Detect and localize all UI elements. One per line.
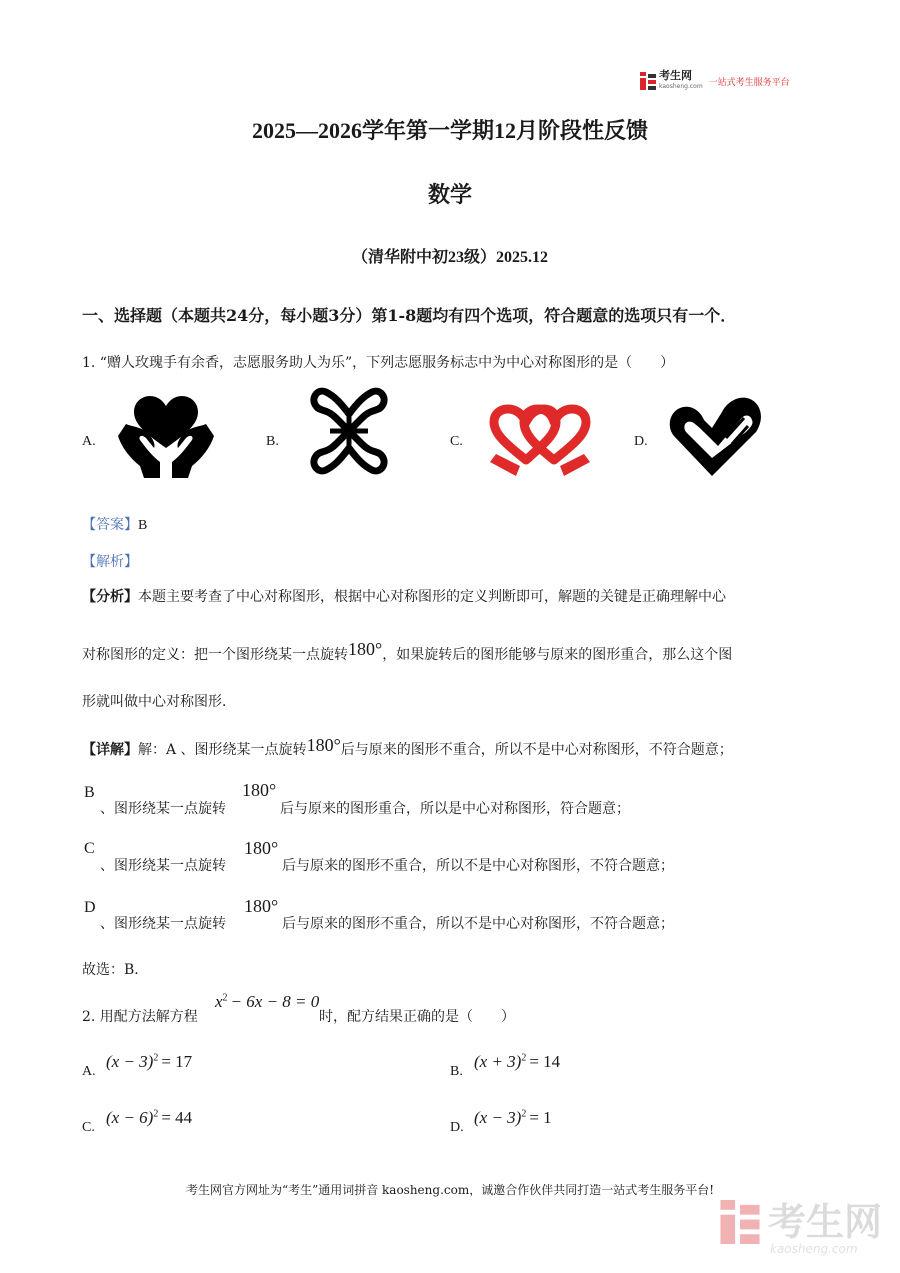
xj-d-deg: 180° bbox=[244, 896, 279, 916]
q2-label-b: B. bbox=[450, 1064, 463, 1079]
answer-tag: 【答案】 bbox=[82, 517, 138, 533]
logo-slogan: 一站式考生服务平台 bbox=[708, 77, 790, 88]
q2-equation bbox=[215, 992, 319, 1012]
eq-sq: 2 bbox=[222, 992, 228, 1004]
xj-d-text-2: 后与原来的图形不重合，所以不是中心对称图形，不符合题意； bbox=[282, 916, 674, 932]
q2-label-a: A. bbox=[82, 1064, 96, 1079]
opt-d-rhs: = 1 bbox=[529, 1108, 552, 1127]
fenxi-text-1: 本题主要考查了中心对称图形，根据中心对称图形的定义判断即可，解题的关键是正确理解中心 bbox=[138, 589, 726, 605]
q2-stem-b: 时，配方结果正确的是（ ） bbox=[319, 1009, 515, 1025]
fenxi-line-2 bbox=[82, 639, 733, 664]
q1-label-b: B. bbox=[266, 434, 279, 449]
xj-c-deg: 180° bbox=[244, 838, 279, 858]
opt-a-base: (x − 3) bbox=[106, 1052, 154, 1071]
xiangjie-line-a bbox=[82, 735, 733, 759]
page-title: 2025—2026学年第一学期12月阶段性反馈 bbox=[251, 118, 648, 143]
watermark-logo-icon bbox=[718, 1200, 762, 1244]
fenxi-line-1 bbox=[82, 586, 726, 606]
opt-c-rhs: = 44 bbox=[161, 1108, 193, 1127]
deg-180-a: 180° bbox=[306, 735, 341, 755]
logo-brand: 考生网 kaosheng.com bbox=[659, 69, 703, 90]
xj-a1: 解：A 、图形绕某一点旋转 bbox=[138, 742, 307, 758]
section-heading: 一、选择题（本题共24分，每小题3分）第1-8题均有四个选项，符合题意的选项只有一个． bbox=[82, 306, 737, 325]
fenxi-tag: 【分析】 bbox=[82, 589, 138, 605]
xj-d-text-1: 、图形绕某一点旋转 bbox=[100, 916, 226, 932]
q1-label-d: D. bbox=[634, 434, 648, 449]
kaosheng-watermark bbox=[718, 1200, 883, 1256]
opt-a-sq: 2 bbox=[153, 1052, 159, 1064]
hand-heart-icon bbox=[668, 392, 764, 482]
footer-text: 考生网官方网址为“考生”通用词拼音 kaosheng.com，诚邀合作伙伴共同打造一站式考生服务平台! bbox=[185, 1183, 715, 1197]
opt-b-rhs: = 14 bbox=[529, 1052, 561, 1071]
eq-x: x bbox=[215, 992, 223, 1011]
xj-b-deg: 180° bbox=[242, 780, 277, 800]
q2-label-d: D. bbox=[450, 1120, 464, 1135]
xj-b-text-2: 后与原来的图形重合，所以是中心对称图形，符合题意； bbox=[280, 801, 630, 817]
q2-option-c bbox=[106, 1108, 192, 1128]
q1-stem: 1. “赠人玫瑰手有余香，志愿服务助人为乐”，下列志愿服务标志中为中心对称图形的是（ ） bbox=[82, 355, 675, 371]
kaosheng-logo-icon bbox=[640, 72, 656, 90]
watermark-domain: kaosheng.com bbox=[770, 1242, 858, 1256]
opt-b-sq: 2 bbox=[521, 1052, 527, 1064]
opt-d-base: (x − 3) bbox=[474, 1108, 522, 1127]
analysis-tag: 【解析】 bbox=[82, 554, 138, 570]
eq-rest: − 6x − 8 = 0 bbox=[230, 992, 320, 1011]
q2-option-d bbox=[474, 1108, 552, 1128]
xj-d-letter: D bbox=[84, 899, 96, 916]
four-hands-clover-icon bbox=[300, 384, 398, 482]
xj-c-letter: C bbox=[84, 840, 95, 857]
school-line: （清华附中初23级）2025.12 bbox=[351, 249, 548, 266]
kaosheng-logo bbox=[640, 70, 790, 92]
answer-value: B bbox=[138, 518, 148, 533]
xj-b-text-1: 、图形绕某一点旋转 bbox=[100, 801, 226, 817]
xj-c-text-1: 、图形绕某一点旋转 bbox=[100, 858, 226, 874]
xiangjie-tag: 【详解】 bbox=[82, 742, 138, 758]
opt-c-sq: 2 bbox=[153, 1108, 159, 1120]
fenxi-line-3: 形就叫做中心对称图形． bbox=[82, 694, 236, 710]
watermark-text: 考生网 bbox=[768, 1200, 883, 1244]
q1-label-a: A. bbox=[82, 434, 96, 449]
q2-option-a bbox=[106, 1052, 192, 1072]
xj-b-letter: B bbox=[84, 784, 95, 801]
heart-hands-icon bbox=[116, 396, 216, 482]
deg-180: 180° bbox=[348, 639, 383, 659]
answer-line bbox=[82, 514, 147, 534]
fenxi-text-2a: 对称图形的定义：把一个图形绕某一点旋转 bbox=[82, 647, 348, 663]
q2-option-b bbox=[474, 1052, 560, 1072]
double-heart-ribbon-icon bbox=[486, 404, 594, 482]
xj-a2: 后与原来的图形不重合，所以不是中心对称图形，不符合题意； bbox=[340, 742, 733, 758]
q2-label-c: C. bbox=[82, 1120, 95, 1135]
opt-d-sq: 2 bbox=[521, 1108, 527, 1120]
q1-label-c: C. bbox=[450, 434, 463, 449]
xj-c-text-2: 后与原来的图形不重合，所以不是中心对称图形，不符合题意； bbox=[282, 858, 674, 874]
subject-title: 数学 bbox=[427, 182, 472, 208]
choose-line: 故选：B． bbox=[82, 962, 149, 978]
opt-a-rhs: = 17 bbox=[161, 1052, 193, 1071]
q2-stem-a: 2. 用配方法解方程 bbox=[82, 1009, 198, 1025]
opt-b-base: (x + 3) bbox=[474, 1052, 522, 1071]
fenxi-text-2b: ，如果旋转后的图形能够与原来的图形重合，那么这个图 bbox=[382, 647, 733, 663]
opt-c-base: (x − 6) bbox=[106, 1108, 154, 1127]
